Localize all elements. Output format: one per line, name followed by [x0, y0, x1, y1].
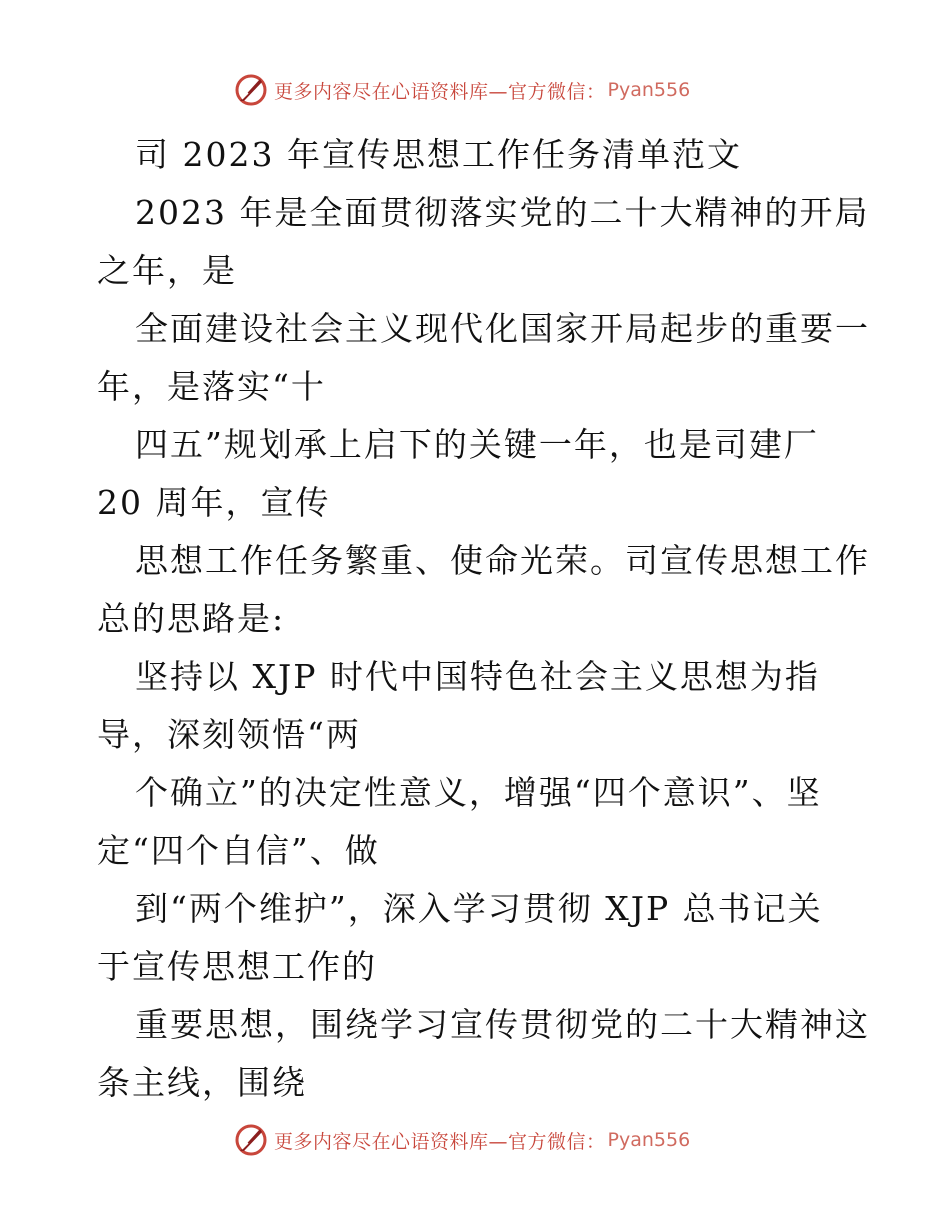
- paragraph-line: 20 周年，宣传: [97, 483, 331, 522]
- paragraph-line: 思想工作任务繁重、使命光荣。司宣传思想工作: [135, 541, 870, 580]
- paragraph-line: 定“四个自信”、做: [97, 831, 380, 870]
- document-title: 司 2023 年宣传思想工作任务清单范文: [135, 135, 742, 174]
- paragraph-line: 全面建设社会主义现代化国家开局起步的重要一: [135, 309, 870, 348]
- paragraph-line: 坚持以 XJP 时代中国特色社会主义思想为指: [135, 657, 820, 696]
- banner-text: 更多内容尽在心语资料库—官方微信：: [274, 1130, 606, 1153]
- quill-pen-logo-icon: [234, 73, 268, 107]
- paragraph-line: 年，是落实“十: [97, 367, 326, 406]
- paragraph-line: 2023 年是全面贯彻落实党的二十大精神的开局: [135, 193, 870, 232]
- paragraph-line: 之年，是: [97, 251, 237, 290]
- paragraph-line: 到“两个维护”，深入学习贯彻 XJP 总书记关: [135, 889, 823, 928]
- paragraph-line: 导，深刻领悟“两: [97, 715, 361, 754]
- banner-text: 更多内容尽在心语资料库—官方微信：: [274, 80, 606, 103]
- paragraph-line: 总的思路是:: [97, 599, 286, 638]
- paragraph-line: 于宣传思想工作的: [97, 947, 377, 986]
- footer-banner: [234, 1120, 690, 1160]
- paragraph-line: 四五”规划承上启下的关键一年，也是司建厂: [135, 425, 819, 464]
- paragraph-line: 个确立”的决定性意义，增强“四个意识”、坚: [135, 773, 822, 812]
- paragraph-line: 条主线，围绕: [97, 1063, 307, 1102]
- paragraph-line: 重要思想，围绕学习宣传贯彻党的二十大精神这: [135, 1005, 870, 1044]
- banner-contact: Pyan556: [607, 79, 691, 101]
- banner-contact: Pyan556: [607, 1129, 691, 1151]
- quill-pen-logo-icon: [234, 1123, 268, 1157]
- header-banner: [234, 70, 690, 110]
